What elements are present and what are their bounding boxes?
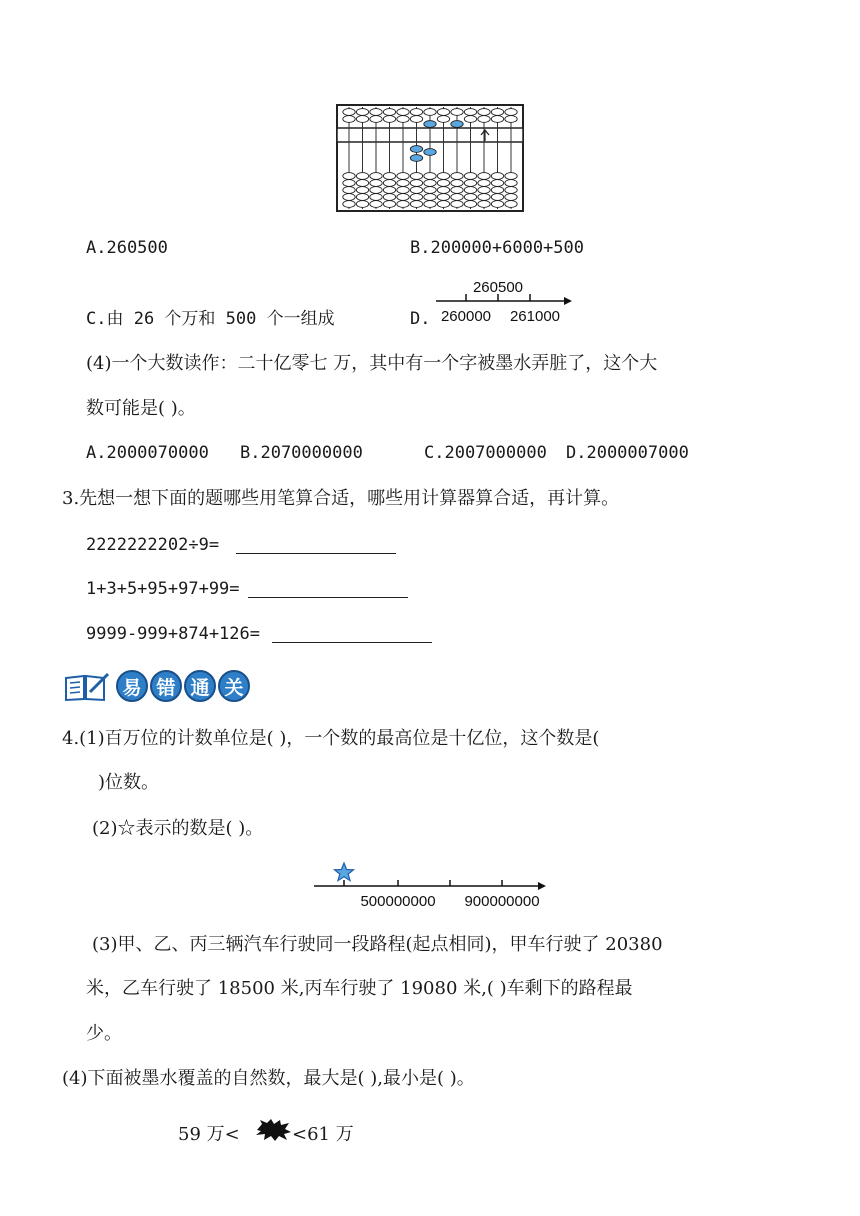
q4-number-line xyxy=(310,860,550,912)
option-a-abacus[interactable]: A.260500 xyxy=(86,238,168,258)
abacus-bead xyxy=(397,173,409,180)
option-d-bignum[interactable]: D.2000007000 xyxy=(566,443,689,463)
q4-p1-line1: 4.(1)百万位的计数单位是( )，一个数的最高位是十亿位，这个数是( xyxy=(62,728,600,749)
q4-p3-line2: 米，乙车行驶了 18500 米,丙车行驶了 19080 米,( )车剩下的路程最 xyxy=(86,978,633,999)
banner-char-circle: 易 xyxy=(116,670,148,702)
q4-p4-right: <61 万 xyxy=(292,1124,354,1145)
abacus-bead xyxy=(478,194,490,201)
abacus-bead xyxy=(343,201,355,208)
numberline-q4-label-1: 500000000 xyxy=(360,893,436,910)
abacus-bead xyxy=(451,121,463,128)
section-banner xyxy=(64,670,254,704)
abacus-bead xyxy=(370,187,382,194)
book-pen-icon xyxy=(64,672,110,702)
abacus-bead xyxy=(383,173,395,180)
abacus-bead xyxy=(370,201,382,208)
abacus-bead xyxy=(424,194,436,201)
numberline-d-label-1: 260000 xyxy=(440,308,492,325)
abacus-bead xyxy=(478,109,490,116)
q4-p1-line2: )位数。 xyxy=(98,772,160,793)
numberline-q4-label-2: 900000000 xyxy=(464,893,540,910)
abacus-bead xyxy=(424,121,436,128)
abacus-bead xyxy=(424,109,436,116)
option-c-abacus[interactable]: C.由 26 个万和 500 个一组成 xyxy=(86,309,335,329)
star-icon xyxy=(335,863,354,881)
abacus-bead xyxy=(343,109,355,116)
abacus-bead xyxy=(424,201,436,208)
abacus-bead xyxy=(424,173,436,180)
abacus-bead xyxy=(383,187,395,194)
abacus-bead xyxy=(451,109,463,116)
abacus-bead xyxy=(464,109,476,116)
abacus-bead xyxy=(424,149,436,156)
q3-item-1: 2222222202÷9= xyxy=(86,535,220,555)
option-d-number-line xyxy=(432,278,572,326)
abacus-bead xyxy=(397,201,409,208)
q4-p2: (2)☆表示的数是( )。 xyxy=(92,818,264,839)
abacus-bead xyxy=(451,173,463,180)
abacus-bead xyxy=(356,194,368,201)
abacus-bead xyxy=(397,194,409,201)
abacus-bead xyxy=(491,173,503,180)
banner-char-circle: 关 xyxy=(218,670,250,702)
option-b-abacus[interactable]: B.200000+6000+500 xyxy=(410,238,584,258)
q3-answer-blank-1[interactable] xyxy=(236,553,396,554)
abacus-bead xyxy=(343,180,355,187)
abacus-bead xyxy=(478,187,490,194)
abacus-bead xyxy=(410,155,422,162)
abacus-bead xyxy=(410,109,422,116)
abacus-bead xyxy=(478,180,490,187)
q3-item-2: 1+3+5+95+97+99= xyxy=(86,579,240,599)
q2-4-line2: 数可能是( )。 xyxy=(86,398,196,419)
numberline-d-top-label: 260500 xyxy=(472,279,524,296)
q4-p4-left: 59 万< xyxy=(178,1124,240,1145)
abacus-bead xyxy=(397,180,409,187)
abacus-bead xyxy=(491,201,503,208)
abacus-bead xyxy=(505,187,517,194)
banner-char-circle: 通 xyxy=(184,670,216,702)
q4-p3-line1: (3)甲、乙、丙三辆汽车行驶同一段路程(起点相同)，甲车行驶了 20380 xyxy=(92,934,663,955)
q3-item-3: 9999-999+874+126= xyxy=(86,624,260,644)
abacus-bead xyxy=(356,173,368,180)
abacus-bead xyxy=(437,187,449,194)
abacus-bead xyxy=(343,187,355,194)
abacus-bead xyxy=(356,180,368,187)
abacus-bead xyxy=(505,180,517,187)
abacus-bead xyxy=(410,116,422,123)
abacus-bead xyxy=(505,109,517,116)
abacus-bead xyxy=(370,109,382,116)
abacus-bead xyxy=(410,146,422,153)
option-a-bignum[interactable]: A.2000070000 xyxy=(86,443,209,463)
abacus-bead xyxy=(478,173,490,180)
abacus-bead xyxy=(437,116,449,123)
q4-p3-line3: 少。 xyxy=(86,1023,122,1044)
abacus-bead xyxy=(505,194,517,201)
abacus-bead xyxy=(343,173,355,180)
abacus-bead xyxy=(356,109,368,116)
abacus-bead xyxy=(370,194,382,201)
abacus-bead xyxy=(505,201,517,208)
banner-char-circle: 错 xyxy=(150,670,182,702)
ink-blot-icon xyxy=(254,1118,292,1142)
abacus-bead xyxy=(370,180,382,187)
abacus-bead xyxy=(383,201,395,208)
abacus-bead xyxy=(505,116,517,123)
q3-prompt: 3.先想一想下面的题哪些用笔算合适，哪些用计算器算合适，再计算。 xyxy=(62,488,620,509)
abacus-bead xyxy=(356,116,368,123)
abacus-bead xyxy=(370,116,382,123)
abacus-bead xyxy=(397,116,409,123)
abacus-bead xyxy=(505,173,517,180)
abacus-bead xyxy=(491,194,503,201)
q4-p4: (4)下面被墨水覆盖的自然数，最大是( ),最小是( )。 xyxy=(62,1068,475,1089)
q2-4-line1: (4)一个大数读作：二十亿零七 万，其中有一个字被墨水弄脏了，这个大 xyxy=(86,353,658,374)
abacus-bead xyxy=(343,116,355,123)
abacus-bead xyxy=(464,201,476,208)
option-d-abacus[interactable]: D. xyxy=(410,309,431,329)
abacus-bead xyxy=(437,201,449,208)
abacus-bead xyxy=(383,109,395,116)
abacus-bead xyxy=(410,187,422,194)
abacus-bead xyxy=(383,180,395,187)
abacus-bead xyxy=(383,194,395,201)
abacus-bead xyxy=(356,187,368,194)
abacus-figure xyxy=(336,104,524,212)
abacus-bead xyxy=(491,109,503,116)
q3-answer-blank-2[interactable] xyxy=(248,597,408,598)
abacus-bead xyxy=(478,116,490,123)
abacus-bead xyxy=(343,194,355,201)
abacus-bead xyxy=(424,180,436,187)
abacus-bead xyxy=(451,180,463,187)
abacus-bead xyxy=(410,173,422,180)
abacus-bead xyxy=(491,180,503,187)
numberline-d-label-2: 261000 xyxy=(509,308,561,325)
abacus-bead xyxy=(437,194,449,201)
q3-answer-blank-3[interactable] xyxy=(272,642,432,643)
abacus-bead xyxy=(410,194,422,201)
abacus-bead xyxy=(356,201,368,208)
abacus-bead xyxy=(410,180,422,187)
abacus-bead xyxy=(397,109,409,116)
abacus-bead xyxy=(451,187,463,194)
abacus-bead xyxy=(451,194,463,201)
abacus-bead xyxy=(478,201,490,208)
abacus-bead xyxy=(464,116,476,123)
abacus-bead xyxy=(491,116,503,123)
abacus-bead xyxy=(437,180,449,187)
abacus-bead xyxy=(491,187,503,194)
option-c-bignum[interactable]: C.2007000000 xyxy=(424,443,547,463)
abacus-bead xyxy=(397,187,409,194)
abacus-bead xyxy=(437,173,449,180)
abacus-bead xyxy=(451,201,463,208)
abacus-bead xyxy=(464,194,476,201)
abacus-bead xyxy=(410,201,422,208)
abacus-bead xyxy=(464,180,476,187)
abacus-bead xyxy=(464,187,476,194)
option-b-bignum[interactable]: B.2070000000 xyxy=(240,443,363,463)
abacus-bead xyxy=(424,187,436,194)
abacus-bead xyxy=(464,173,476,180)
abacus-bead xyxy=(370,173,382,180)
abacus-bead xyxy=(383,116,395,123)
abacus-bead xyxy=(437,109,449,116)
